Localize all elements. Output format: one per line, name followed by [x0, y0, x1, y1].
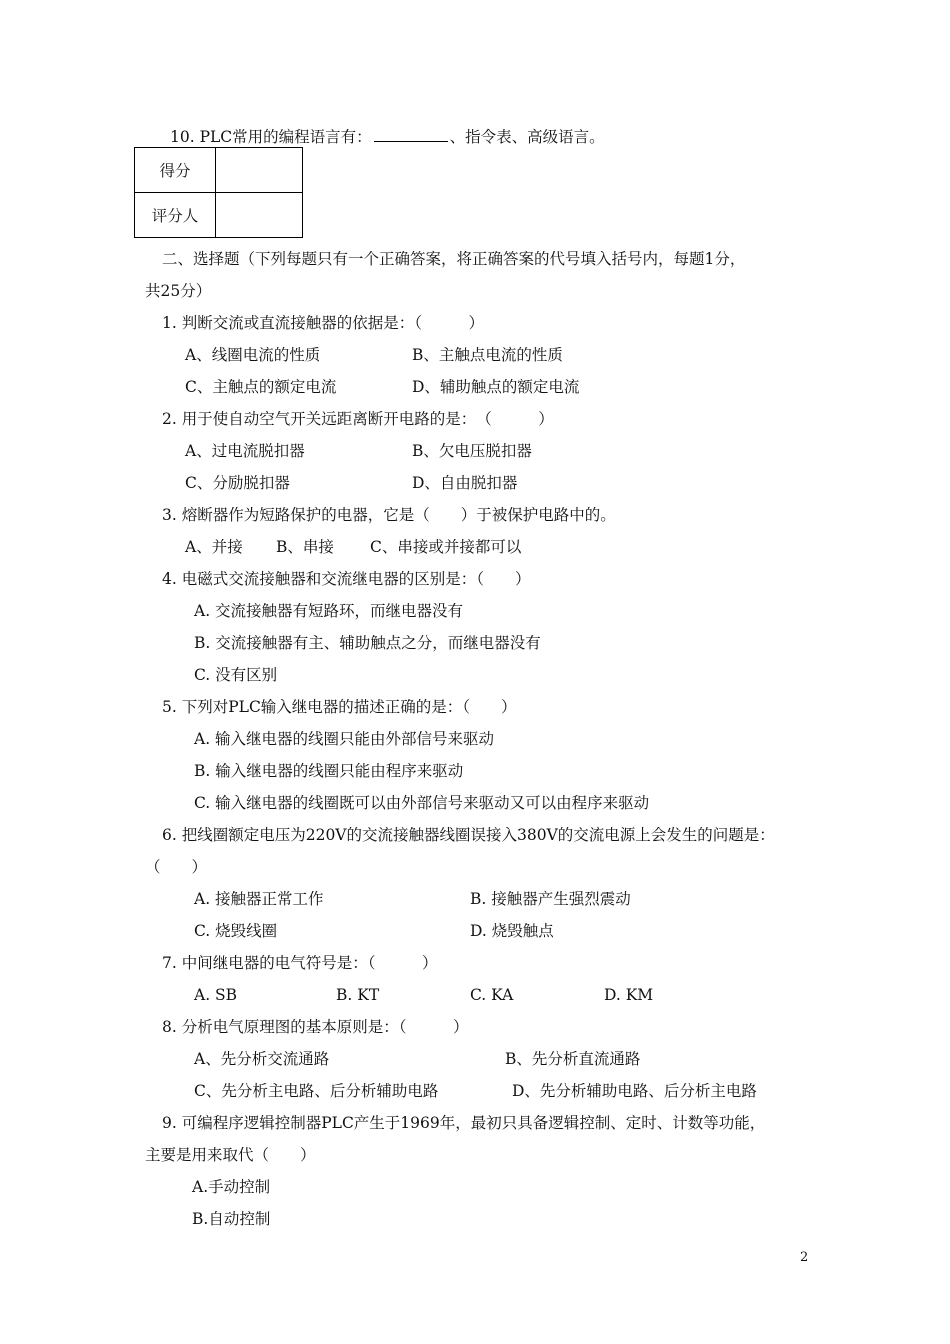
question-stem: 3. 熔断器作为短路保护的电器，它是（ ）于被保护电路中的。: [162, 506, 616, 524]
option-c: C、主触点的额定电流: [185, 378, 337, 396]
question-stem: 2. 用于使自动空气开关远距离断开电路的是： （ ）: [162, 410, 554, 428]
option-b: B. 输入继电器的线圈只能由程序来驱动: [194, 762, 464, 780]
grader-label: 评分人: [135, 193, 216, 238]
option-c: C. KA: [470, 986, 514, 1004]
option-a: A、过电流脱扣器: [185, 442, 305, 460]
option-c: C、先分析主电路、后分析辅助电路: [194, 1082, 439, 1100]
option-a: A、并接: [185, 538, 243, 556]
question-stem: 9. 可编程序逻辑控制器PLC产生于1969年，最初只具备逻辑控制、定时、计数等功能，: [162, 1114, 766, 1132]
option-a: A. 交流接触器有短路环，而继电器没有: [194, 602, 464, 620]
answer-blank[interactable]: [374, 127, 448, 142]
option-a: A、先分析交流通路: [194, 1050, 330, 1068]
score-table: [134, 147, 303, 238]
section-heading-cont: 共25分）: [145, 282, 212, 300]
question-stem: 4. 电磁式交流接触器和交流继电器的区别是：（ ）: [162, 570, 531, 588]
grader-cell[interactable]: [216, 193, 303, 238]
question-stem: 8. 分析电气原理图的基本原则是：（ ）: [162, 1018, 469, 1036]
option-d: D、辅助触点的额定电流: [412, 378, 580, 396]
question-stem: 7. 中间继电器的电气符号是：（ ）: [162, 954, 438, 972]
question-stem-cont: 主要是用来取代（ ）: [145, 1146, 316, 1164]
option-c: C、串接或并接都可以: [370, 538, 522, 556]
option-c: C、分励脱扣器: [185, 474, 290, 492]
option-a: A.手动控制: [192, 1178, 271, 1196]
option-c: C. 没有区别: [194, 666, 278, 684]
q10-fill-question: 10. PLC常用的编程语言有： 、指令表、高级语言。: [170, 128, 605, 146]
option-b: B、主触点电流的性质: [412, 346, 563, 364]
option-c: C. 烧毁线圈: [194, 922, 278, 940]
option-c: C. 输入继电器的线圈既可以由外部信号来驱动又可以由程序来驱动: [194, 794, 650, 812]
option-b: B. 接触器产生强烈震动: [470, 890, 631, 908]
option-a: A. 输入继电器的线圈只能由外部信号来驱动: [194, 730, 495, 748]
option-b: B. 交流接触器有主、辅助触点之分，而继电器没有: [194, 634, 541, 652]
option-b: B.自动控制: [192, 1210, 271, 1228]
option-b: B、欠电压脱扣器: [412, 442, 532, 460]
option-a: A. 接触器正常工作: [194, 890, 324, 908]
question-stem: 6. 把线圈额定电压为220V的交流接触器线圈误接入380V的交流电源上会发生的问题是：: [162, 826, 775, 844]
option-d: D、先分析辅助电路、后分析主电路: [512, 1082, 757, 1100]
option-a: A. SB: [194, 986, 238, 1004]
option-d: D、自由脱扣器: [412, 474, 518, 492]
question-stem: 1. 判断交流或直流接触器的依据是：（ ）: [162, 314, 484, 332]
question-stem: 5. 下列对PLC输入继电器的描述正确的是：（ ）: [162, 698, 517, 716]
score-label: 得分: [135, 148, 216, 193]
question-stem-cont: （ ）: [145, 858, 208, 876]
option-d: D. 烧毁触点: [470, 922, 554, 940]
option-a: A、线圈电流的性质: [185, 346, 321, 364]
section-heading: 二、选择题（下列每题只有一个正确答案，将正确答案的代号填入括号内，每题1分，: [162, 250, 746, 268]
option-b: B. KT: [336, 986, 380, 1004]
option-b: B、先分析直流通路: [505, 1050, 641, 1068]
option-d: D. KM: [604, 986, 654, 1004]
page-number: 2: [800, 1250, 809, 1265]
score-cell[interactable]: [216, 148, 303, 193]
option-b: B、串接: [276, 538, 334, 556]
